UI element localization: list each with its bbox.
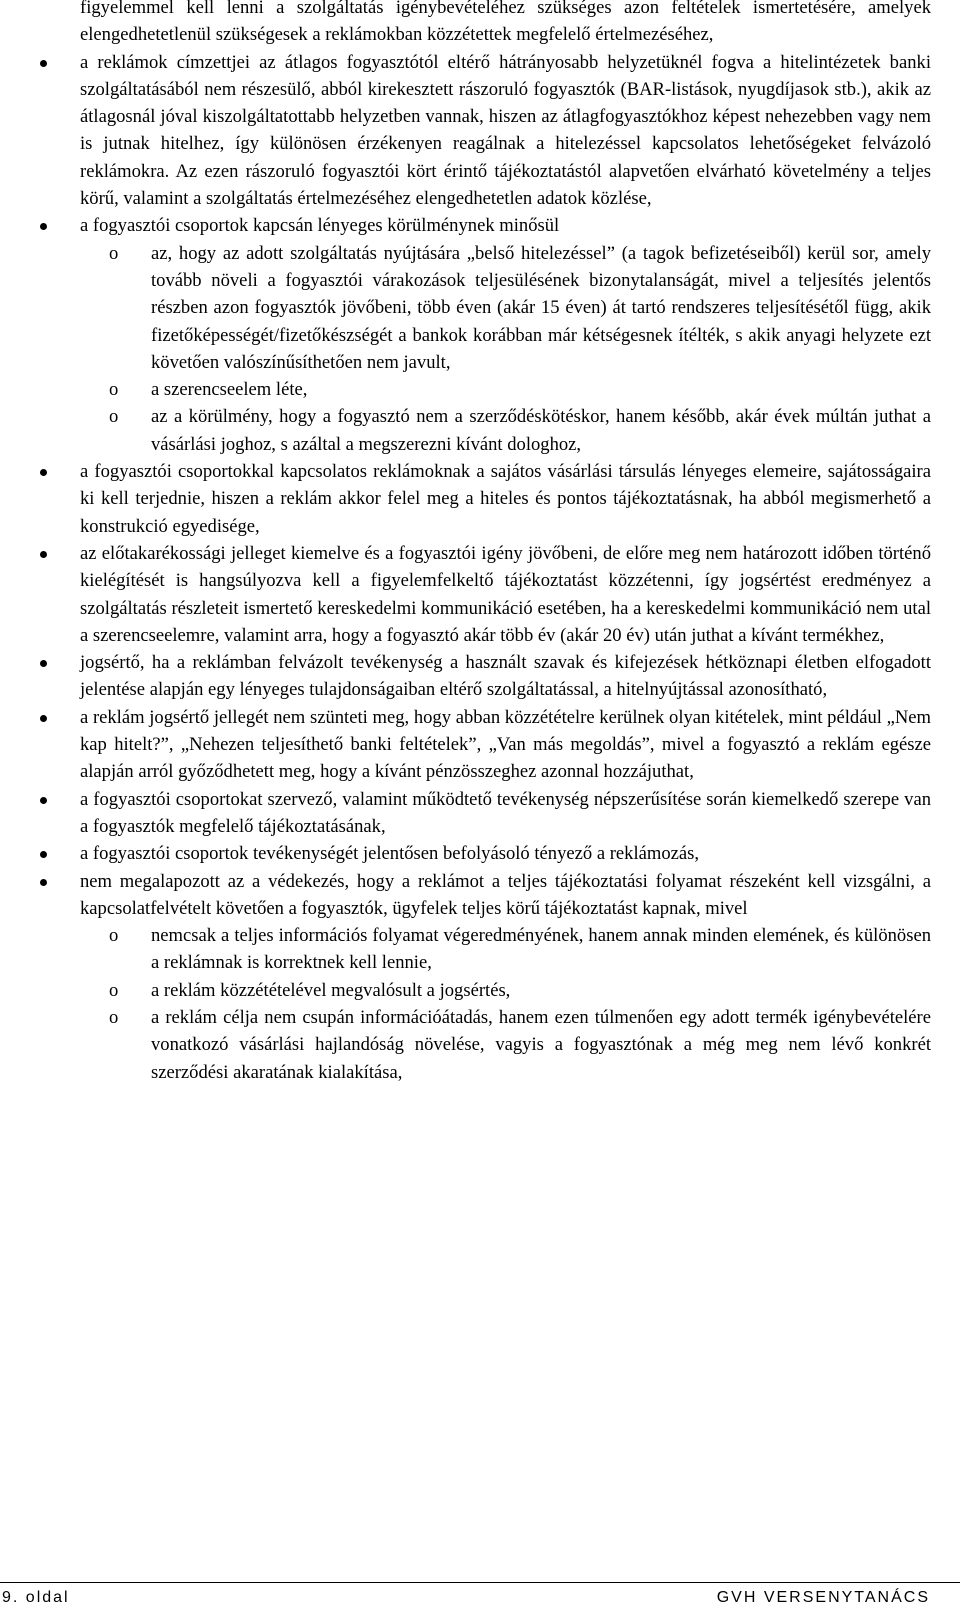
bullet-dot-icon xyxy=(40,715,47,722)
bullet-dot-icon xyxy=(40,551,47,558)
list-item-text: a reklám jogsértő jellegét nem szünteti meg, hogy abban közzétételre kerülnek olyan kitételek, mint például „Nem kap hitelt?”, „Nehezen teljesíthető banki feltételek”, „Van más megoldás”, mivel a fogyasztó a reklám egésze alapján arról győződhetett meg, hogy a kívánt pénzösszeghez azonnal hozzájuthat, xyxy=(80,706,931,783)
circle-bullet-icon: o xyxy=(109,1006,119,1028)
list-item xyxy=(80,458,931,540)
sub-list-item-text: a reklám közzétételével megvalósult a jogsértés, xyxy=(151,979,511,1001)
organization-name: GVH VERSENYTANÁCS xyxy=(716,1589,930,1606)
circle-bullet-icon: o xyxy=(109,379,119,401)
list-item-text: jogsértő, ha a reklámban felvázolt tevékenység a használt szavak és kifejezések hétköznapi életben elfogadott jelentése alapján egy lényeges tulajdonságaiban eltérő szolgáltatással, a hitelnyújtással azonosítható, xyxy=(80,652,931,701)
sub-list-item-text: a reklám célja nem csupán információátadás, hanem ezen túlmenően egy adott termék igénybevételére vonatkozó vásárlási hajlandóság növelése, vagyis a fogyasztónak a még meg nem lévő konkrét szerződési akaratának kialakítása, xyxy=(151,1006,931,1083)
list-item-text: a reklámok címzettjei az átlagos fogyasztótól eltérő hátrányosabb helyzetüknél fogva a hitelintézetek banki szolgáltatásából nem részesülő, abból kirekesztett rászoruló fogyasztók (BAR-listások, nyugdíjasok stb.), akik az átlagosnál jóval kiszolgáltatottabb helyzetben vannak, hiszen az átlagfogyasztókhoz képest nehezebben vagy nem is jutnak hitelhez, így különösen érzékenyen reagálnak a hitelezéssel kapcsolatos lehetőségeket felvázoló reklámokra. Az ezen rászoruló fogyasztói kört érintő tájékoztatástól alapvetően elvárható követelmény a teljes körű, valamint a szolgáltatás értelmezéséhez elengedhetetlen adatok közlése, xyxy=(80,51,931,210)
circle-bullet-icon: o xyxy=(109,406,119,428)
list-item-text: a fogyasztói csoportokkal kapcsolatos reklámoknak a sajátos vásárlási társulás lényeges elemeire, sajátosságaira ki kell terjednie, hiszen a reklám akkor felel meg a hiteles és pontos tájékoztatásnak, ha abból megismerhető a konstrukció egyedisége, xyxy=(80,461,931,537)
circle-bullet-icon: o xyxy=(109,979,119,1001)
list-item xyxy=(80,649,931,704)
sub-list-item-text: a szerencseelem léte, xyxy=(151,379,308,401)
bullet-dot-icon xyxy=(40,879,47,886)
circle-bullet-icon: o xyxy=(109,925,119,947)
sub-list-item-text: az, hogy az adott szolgáltatás nyújtására „belső hitelezéssel” (a tagok befizetéseiből) kerül sor, amely tovább növeli a fogyasztói várakozások teljesülésének bizonytalanságát, mivel a teljesítés jelentős részben azon fogyasztók jövőbeni, több éven (akár 15 éven) át tartó rendszeres teljesítésétől függ, akik fizetőképességét/fizetőkészségét a bankok korábban már kétségesnek ítélték, s akik anyagi helyzete ezt követően valószínűsíthetően nem javult, xyxy=(151,242,931,373)
sub-list-item xyxy=(109,240,931,376)
sub-list xyxy=(109,922,931,1086)
list-item xyxy=(80,540,931,649)
list-item xyxy=(80,840,931,867)
list-item xyxy=(80,868,931,1086)
page-footer xyxy=(0,1582,960,1614)
sub-list-item xyxy=(109,922,931,977)
intro-paragraph: figyelemmel kell lenni a szolgáltatás igénybevételéhez szükséges azon feltételek ismertetésére, amelyek elengedhetetlenül szükségesek a reklámokban közzétettek megfelelő értelmezéséhez, xyxy=(80,0,931,46)
circle-bullet-icon: o xyxy=(109,242,119,264)
list-item-text: a fogyasztói csoportok tevékenységét jelentősen befolyásoló tényező a reklámozás, xyxy=(80,843,700,865)
sub-list-item xyxy=(109,1004,931,1086)
bullet-dot-icon xyxy=(40,60,47,67)
list-item-text: a fogyasztói csoportokat szervező, valamint működtető tevékenység népszerűsítése során kiemelkedő szerepe van a fogyasztók megfelelő tájékoztatásának, xyxy=(80,788,931,837)
bullet-dot-icon xyxy=(40,851,47,858)
list-item xyxy=(80,212,931,458)
bullet-dot-icon xyxy=(40,223,47,230)
sub-list-item-text: nemcsak a teljes információs folyamat végeredményének, hanem annak minden elemének, és különösen a reklámnak is korrektnek kell lennie, xyxy=(151,925,931,974)
sub-list-item xyxy=(109,376,931,403)
list-item xyxy=(80,704,931,786)
document-body xyxy=(80,0,931,1086)
bullet-dot-icon xyxy=(40,660,47,667)
list-item xyxy=(80,49,931,213)
list-item-text: nem megalapozott az a védekezés, hogy a reklámot a teljes tájékoztatási folyamat részeként kell vizsgálni, a kapcsolatfelvételt követően a fogyasztók, ügyfelek teljes körű tájékoztatást kapnak, mivel xyxy=(80,870,931,919)
bullet-list xyxy=(80,49,931,1086)
bullet-dot-icon xyxy=(40,797,47,804)
list-item-text: a fogyasztói csoportok kapcsán lényeges körülménynek minősül xyxy=(80,215,560,237)
sub-list-item xyxy=(109,403,931,458)
list-item-text: az előtakarékossági jelleget kiemelve és a fogyasztói igény jövőbeni, de előre meg nem határozott időben történő kielégítését is hangsúlyozva kell a figyelemfelkeltő tájékoztatást közzétenni, így jogsértést eredményez a szolgáltatás részleteit ismertető kereskedelmi kommunikáció esetében, ha a kereskedelmi kommunikáció nem utal a szerencseelemre, valamint arra, hogy a fogyasztó akár több év (akár 20 év) után juthat a kívánt termékhez, xyxy=(80,542,931,646)
list-item xyxy=(80,786,931,841)
sub-list xyxy=(109,240,931,458)
sub-list-item xyxy=(109,977,931,1004)
bullet-dot-icon xyxy=(40,469,47,476)
page-number: 9. oldal xyxy=(2,1589,70,1606)
sub-list-item-text: az a körülmény, hogy a fogyasztó nem a szerződéskötéskor, hanem később, akár évek múltán juthat a vásárlási joghoz, s azáltal a megszerezni kívánt dologhoz, xyxy=(151,406,931,455)
